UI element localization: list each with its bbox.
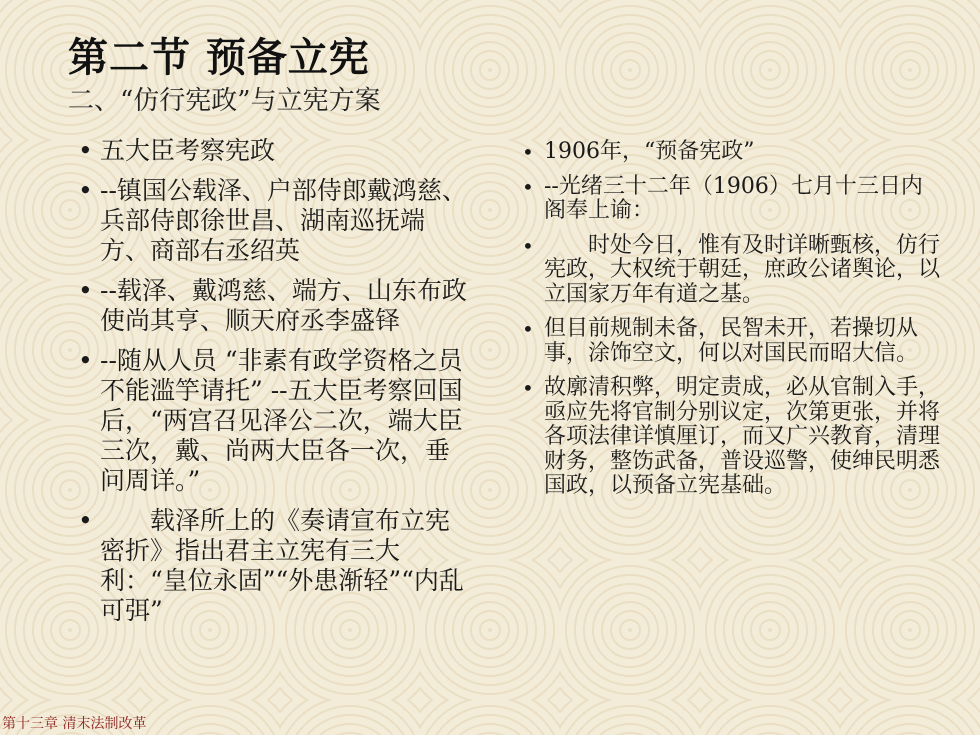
slide-title: 第二节 预备立宪 [68,35,370,81]
left-bullet-item [72,276,467,336]
bullet-icon: • [522,317,534,341]
bullet-text: --随从人员 “非素有政学资格之员不能滥竽请托” --五大臣考察回国后，“两宫召见泽公二次，端大臣三次，戴、尚两大臣各一次，垂问周详。” [100,346,463,495]
bullet-icon: • [522,376,534,400]
bullet-icon: • [78,136,93,165]
bullet-text: 时处今日，惟有及时详晰甄核，仿行宪政，大权统于朝廷，庶政公诸舆论，以立国家万年有道之基。 [544,232,941,307]
left-bullet-item [72,506,467,626]
bullet-text: --载泽、戴鸿慈、端方、山东布政使尚其亨、顺天府丞李盛铎 [100,276,467,335]
right-bullet-item [516,317,944,366]
bullet-text: --镇国公载泽、户部侍郎戴鸿慈、兵部侍郎徐世昌、湖南巡抚端方、商部右丞绍英 [100,176,467,265]
right-bullet-item [516,376,944,499]
bullet-icon: • [78,276,93,305]
bullet-text: 1906年，“预备宪政” [544,139,755,164]
right-bullet-item [516,234,944,308]
chapter-footer: 第十三章 清末法制改革 [2,716,147,732]
bullet-text: --光绪三十二年（1906）七月十三日内阁奉上谕： [544,173,923,223]
left-bullet-list [72,136,467,636]
bullet-icon: • [522,140,534,164]
left-bullet-item [72,346,467,496]
right-bullet-list [516,140,944,509]
bullet-icon: • [522,174,534,199]
slide-subtitle: 二、“仿行宪政”与立宪方案 [68,86,381,116]
bullet-icon: • [78,506,93,535]
right-bullet-item [516,140,944,165]
bullet-icon: • [78,346,93,375]
bullet-icon: • [78,176,93,205]
bullet-text: 但目前规制未备，民智未开，若操切从事，涂饰空文，何以对国民而昭大信。 [544,316,919,366]
bullet-text: 故廓清积弊，明定责成，必从官制入手，亟应先将官制分别议定，次第更张，并将各项法律详慎厘订，而又广兴教育，清理财务，整饬武备，普设巡警，使绅民明悉国政，以预备立宪基础。 [544,375,941,498]
bullet-text: 五大臣考察宪政 [100,136,276,165]
bullet-text: 载泽所上的《奏请宣布立宪密折》指出君主立宪有三大利：“皇位永固”“外患渐轻”“内乱可弭” [100,506,464,625]
left-bullet-item [72,136,467,166]
left-bullet-item [72,176,467,266]
bullet-icon: • [522,233,534,258]
right-bullet-item [516,175,944,224]
